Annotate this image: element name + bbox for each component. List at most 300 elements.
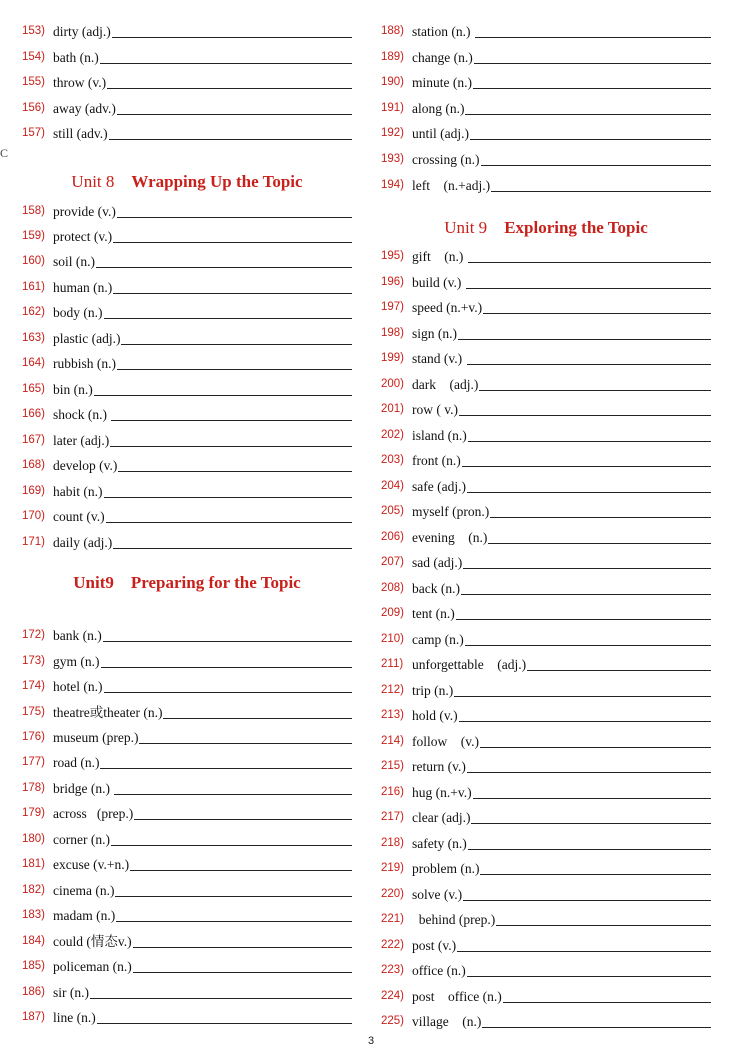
- vocab-item: [381, 781, 711, 801]
- item-word: clear (adj.): [412, 810, 471, 825]
- vocab-item: [22, 46, 352, 66]
- item-number: 222): [381, 939, 405, 951]
- item-number: 204): [381, 480, 405, 492]
- item-number: 157): [22, 127, 46, 139]
- margin-mark: C: [0, 146, 9, 160]
- item-word: excuse (v.+n.): [53, 857, 130, 872]
- answer-line[interactable]: [471, 822, 711, 824]
- vocab-item: [381, 883, 711, 903]
- item-word: office (n.): [412, 963, 466, 978]
- answer-line[interactable]: [470, 138, 711, 140]
- item-word: build (v.): [412, 275, 465, 290]
- item-number: 173): [22, 655, 46, 667]
- item-word: dirty (adj.): [53, 24, 111, 39]
- item-word: stand (v.): [412, 351, 466, 366]
- item-word: plastic (adj.): [53, 331, 121, 346]
- unit-label: Unit9: [73, 573, 114, 592]
- item-word: safe (adj.): [412, 479, 466, 494]
- vocab-item: [22, 20, 352, 40]
- item-number: 159): [22, 230, 46, 242]
- vocab-item: [22, 726, 352, 746]
- vocab-item: [22, 624, 352, 644]
- answer-line[interactable]: [113, 241, 352, 243]
- vocab-item: [22, 675, 352, 695]
- answer-line[interactable]: [479, 389, 711, 391]
- item-word: later (adj.): [53, 433, 110, 448]
- item-word: hotel (n.): [53, 679, 103, 694]
- vocab-item: [381, 832, 711, 852]
- item-number: 202): [381, 429, 405, 441]
- item-word: madam (n.): [53, 908, 116, 923]
- item-number: 193): [381, 153, 405, 165]
- vocab-item: [22, 879, 352, 899]
- item-number: 208): [381, 582, 405, 594]
- item-number: 225): [381, 1015, 405, 1027]
- item-number: 183): [22, 909, 46, 921]
- vocab-item: [381, 1010, 711, 1030]
- vocab-item: [381, 526, 711, 546]
- item-number: 160): [22, 255, 46, 267]
- item-number: 163): [22, 332, 46, 344]
- item-number: 166): [22, 408, 46, 420]
- vocab-item: [22, 250, 352, 270]
- answer-line[interactable]: [116, 920, 352, 922]
- answer-line[interactable]: [106, 521, 352, 523]
- answer-line[interactable]: [113, 292, 352, 294]
- vocab-item: [22, 802, 352, 822]
- item-number: 217): [381, 811, 405, 823]
- item-number: 168): [22, 459, 46, 471]
- vocab-item: [381, 174, 711, 194]
- item-word: provide (v.): [53, 204, 116, 219]
- vocab-item: [381, 959, 711, 979]
- item-number: 209): [381, 607, 405, 619]
- vocab-item: [22, 751, 352, 771]
- answer-line[interactable]: [115, 895, 352, 897]
- vocab-item: [22, 981, 352, 1001]
- item-word: return (v.): [412, 759, 466, 774]
- answer-line[interactable]: [467, 771, 711, 773]
- vocab-item: [381, 296, 711, 316]
- item-number: 176): [22, 731, 46, 743]
- answer-line[interactable]: [503, 1001, 711, 1003]
- unit-label: Unit 9: [444, 218, 488, 237]
- item-word: gift (n.): [412, 249, 467, 264]
- item-word: change (n.): [412, 50, 473, 65]
- item-word: follow (v.): [412, 734, 479, 749]
- vocab-item: [22, 904, 352, 924]
- item-number: 167): [22, 434, 46, 446]
- answer-line[interactable]: [111, 419, 352, 421]
- item-word: speed (n.+v.): [412, 300, 483, 315]
- item-word: trip (n.): [412, 683, 454, 698]
- answer-line[interactable]: [481, 164, 712, 166]
- item-word: bin (n.): [53, 382, 93, 397]
- vocab-item: [381, 398, 711, 418]
- answer-line[interactable]: [462, 465, 711, 467]
- item-number: 213): [381, 709, 405, 721]
- answer-line[interactable]: [459, 414, 711, 416]
- answer-line[interactable]: [111, 844, 352, 846]
- item-number: 169): [22, 485, 46, 497]
- vocab-item: [381, 71, 711, 91]
- answer-line[interactable]: [113, 547, 352, 549]
- item-word: left (n.+adj.): [412, 178, 491, 193]
- vocab-item: [381, 20, 711, 40]
- item-word: shock (n.): [53, 407, 111, 422]
- item-number: 161): [22, 281, 46, 293]
- item-word: body (n.): [53, 305, 103, 320]
- answer-line[interactable]: [461, 593, 711, 595]
- answer-line[interactable]: [117, 216, 352, 218]
- answer-line[interactable]: [468, 440, 711, 442]
- answer-line[interactable]: [466, 287, 711, 289]
- answer-line[interactable]: [467, 975, 711, 977]
- item-number: 212): [381, 684, 405, 696]
- answer-line[interactable]: [94, 394, 352, 396]
- vocab-item: [381, 245, 711, 265]
- item-word: problem (n.): [412, 861, 480, 876]
- answer-line[interactable]: [456, 618, 711, 620]
- unit-label: Unit 8: [71, 172, 115, 191]
- item-word: sad (adj.): [412, 555, 463, 570]
- vocab-item: [381, 271, 711, 291]
- vocab-item: [22, 429, 352, 449]
- vocab-item: [22, 327, 352, 347]
- item-number: 165): [22, 383, 46, 395]
- item-word: along (n.): [412, 101, 465, 116]
- item-word: dark (adj.): [412, 377, 479, 392]
- answer-line[interactable]: [104, 317, 353, 319]
- item-number: 215): [381, 760, 405, 772]
- item-number: 191): [381, 102, 405, 114]
- item-number: 206): [381, 531, 405, 543]
- item-word: until (adj.): [412, 126, 469, 141]
- vocab-item: [22, 1006, 352, 1026]
- item-word: post office (n.): [412, 989, 502, 1004]
- answer-line[interactable]: [467, 491, 711, 493]
- answer-line[interactable]: [474, 62, 711, 64]
- vocab-item: [22, 97, 352, 117]
- unit-title: Wrapping Up the Topic: [131, 172, 303, 191]
- item-word: solve (v.): [412, 887, 463, 902]
- vocab-item: [22, 505, 352, 525]
- vocab-item: [22, 454, 352, 474]
- item-number: 158): [22, 205, 46, 217]
- item-number: 180): [22, 833, 46, 845]
- unit-heading: [22, 573, 352, 593]
- answer-line[interactable]: [114, 793, 352, 795]
- vocab-item: [22, 225, 352, 245]
- item-word: bath (n.): [53, 50, 99, 65]
- vocab-item: [381, 148, 711, 168]
- vocab-item: [381, 577, 711, 597]
- answer-line[interactable]: [90, 997, 352, 999]
- item-number: 221): [381, 913, 405, 925]
- item-word: bank (n.): [53, 628, 102, 643]
- item-number: 187): [22, 1011, 46, 1023]
- vocab-item: [22, 301, 352, 321]
- item-word: cinema (n.): [53, 883, 115, 898]
- vocab-item: [381, 122, 711, 142]
- vocab-item: [22, 71, 352, 91]
- vocab-item: [22, 955, 352, 975]
- vocab-item: [381, 730, 711, 750]
- item-number: 219): [381, 862, 405, 874]
- item-number: 186): [22, 986, 46, 998]
- answer-line[interactable]: [468, 261, 711, 263]
- item-word: still (adv.): [53, 126, 108, 141]
- vocab-item: [22, 480, 352, 500]
- answer-line[interactable]: [468, 848, 711, 850]
- item-number: 164): [22, 357, 46, 369]
- item-word: road (n.): [53, 755, 100, 770]
- item-number: 205): [381, 505, 405, 517]
- answer-line[interactable]: [121, 343, 352, 345]
- item-word: line (n.): [53, 1010, 96, 1025]
- unit-heading: [381, 218, 711, 238]
- answer-line[interactable]: [463, 567, 711, 569]
- answer-line[interactable]: [103, 640, 352, 642]
- item-number: 200): [381, 378, 405, 390]
- answer-line[interactable]: [480, 873, 711, 875]
- answer-line[interactable]: [480, 746, 711, 748]
- item-number: 190): [381, 76, 405, 88]
- item-word: soil (n.): [53, 254, 95, 269]
- answer-line[interactable]: [527, 669, 711, 671]
- item-word: island (n.): [412, 428, 467, 443]
- vocab-item: [22, 378, 352, 398]
- item-word: post (v.): [412, 938, 457, 953]
- item-word: corner (n.): [53, 832, 110, 847]
- vocab-item: [381, 347, 711, 367]
- answer-line[interactable]: [473, 797, 711, 799]
- item-word: sign (n.): [412, 326, 457, 341]
- answer-line[interactable]: [97, 1022, 352, 1024]
- vocab-item: [22, 531, 352, 551]
- vocab-item: [381, 551, 711, 571]
- answer-line[interactable]: [490, 516, 711, 518]
- item-number: 211): [381, 658, 404, 670]
- vocab-item: [381, 755, 711, 775]
- vocab-item: [381, 628, 711, 648]
- vocab-item: [381, 908, 711, 928]
- unit-title: Exploring the Topic: [504, 218, 648, 237]
- answer-line[interactable]: [112, 36, 352, 38]
- item-word: myself (pron.): [412, 504, 490, 519]
- vocab-item: [381, 449, 711, 469]
- vocab-item: [381, 857, 711, 877]
- item-number: 181): [22, 858, 46, 870]
- item-word: sir (n.): [53, 985, 89, 1000]
- vocab-item: [381, 97, 711, 117]
- item-number: 196): [381, 276, 405, 288]
- item-word: camp (n.): [412, 632, 464, 647]
- answer-line[interactable]: [467, 363, 712, 365]
- answer-line[interactable]: [104, 496, 353, 498]
- answer-line[interactable]: [133, 971, 352, 973]
- item-number: 185): [22, 960, 46, 972]
- item-number: 214): [381, 735, 405, 747]
- vocab-item: [22, 853, 352, 873]
- item-word: minute (n.): [412, 75, 472, 90]
- answer-line[interactable]: [482, 1026, 711, 1028]
- answer-line[interactable]: [475, 36, 711, 38]
- item-word: theatre或theater (n.): [53, 705, 163, 720]
- item-number: 195): [381, 250, 405, 262]
- item-number: 192): [381, 127, 405, 139]
- vocab-item: [381, 322, 711, 342]
- item-number: 171): [22, 536, 46, 548]
- item-word: policeman (n.): [53, 959, 132, 974]
- item-word: throw (v.): [53, 75, 107, 90]
- answer-line[interactable]: [101, 666, 353, 668]
- item-number: 194): [381, 179, 405, 191]
- item-number: 199): [381, 352, 405, 364]
- vocab-item: [381, 424, 711, 444]
- vocab-item: [381, 934, 711, 954]
- item-number: 155): [22, 76, 46, 88]
- answer-line[interactable]: [117, 113, 352, 115]
- vocab-item: [381, 653, 711, 673]
- item-word: human (n.): [53, 280, 113, 295]
- answer-line[interactable]: [117, 368, 352, 370]
- item-word: habit (n.): [53, 484, 103, 499]
- answer-line[interactable]: [463, 899, 711, 901]
- item-number: 154): [22, 51, 46, 63]
- vocab-item: [22, 828, 352, 848]
- item-number: 198): [381, 327, 405, 339]
- item-number: 224): [381, 990, 405, 1002]
- item-number: 170): [22, 510, 46, 522]
- vocab-item: [381, 806, 711, 826]
- item-word: row ( v.): [412, 402, 458, 417]
- item-word: count (v.): [53, 509, 105, 524]
- vocab-item: [22, 403, 352, 423]
- item-word: front (n.): [412, 453, 461, 468]
- item-number: 153): [22, 25, 46, 37]
- answer-line[interactable]: [107, 87, 352, 89]
- answer-line[interactable]: [496, 924, 711, 926]
- item-number: 174): [22, 680, 46, 692]
- answer-line[interactable]: [163, 717, 352, 719]
- answer-line[interactable]: [473, 87, 711, 89]
- item-number: 197): [381, 301, 405, 313]
- vocab-item: [22, 650, 352, 670]
- item-number: 210): [381, 633, 405, 645]
- item-number: 178): [22, 782, 46, 794]
- answer-line[interactable]: [100, 62, 352, 64]
- item-number: 179): [22, 807, 46, 819]
- answer-line[interactable]: [109, 138, 352, 140]
- vocab-item: [22, 701, 352, 721]
- vocab-item: [22, 122, 352, 142]
- item-word: station (n.): [412, 24, 474, 39]
- item-number: 172): [22, 629, 46, 641]
- item-number: 188): [381, 25, 405, 37]
- answer-line[interactable]: [465, 644, 711, 646]
- answer-line[interactable]: [130, 869, 352, 871]
- answer-line[interactable]: [110, 445, 352, 447]
- item-number: 220): [381, 888, 405, 900]
- item-word: could (情态v.): [53, 934, 132, 949]
- item-number: 177): [22, 756, 46, 768]
- item-number: 201): [381, 403, 405, 415]
- answer-line[interactable]: [96, 266, 352, 268]
- answer-line[interactable]: [104, 691, 353, 693]
- vocab-item: [381, 679, 711, 699]
- answer-line[interactable]: [458, 338, 711, 340]
- vocab-item: [22, 930, 352, 950]
- item-number: 223): [381, 964, 405, 976]
- answer-line[interactable]: [457, 950, 711, 952]
- answer-line[interactable]: [139, 742, 352, 744]
- item-word: village (n.): [412, 1014, 482, 1029]
- vocab-item: [22, 200, 352, 220]
- answer-line[interactable]: [133, 946, 352, 948]
- vocab-item: [381, 46, 711, 66]
- item-word: behind (prep.): [412, 912, 496, 927]
- vocab-item: [381, 373, 711, 393]
- unit-heading: [22, 172, 352, 192]
- item-word: evening (n.): [412, 530, 488, 545]
- item-number: 182): [22, 884, 46, 896]
- answer-line[interactable]: [491, 190, 711, 192]
- answer-line[interactable]: [134, 818, 352, 820]
- item-number: 203): [381, 454, 405, 466]
- vocab-item: [381, 475, 711, 495]
- vocab-item: [22, 276, 352, 296]
- answer-line[interactable]: [118, 470, 352, 472]
- unit-title: Preparing for the Topic: [130, 573, 301, 592]
- item-number: 156): [22, 102, 46, 114]
- item-word: tent (n.): [412, 606, 455, 621]
- item-word: crossing (n.): [412, 152, 480, 167]
- item-number: 218): [381, 837, 405, 849]
- vocab-item: [22, 777, 352, 797]
- answer-line[interactable]: [465, 113, 711, 115]
- item-word: hug (n.+v.): [412, 785, 472, 800]
- item-word: daily (adj.): [53, 535, 113, 550]
- vocab-item: [22, 352, 352, 372]
- vocab-item: [381, 500, 711, 520]
- item-number: 162): [22, 306, 46, 318]
- item-word: unforgettable (adj.): [412, 657, 527, 672]
- item-word: rubbish (n.): [53, 356, 116, 371]
- answer-line[interactable]: [488, 542, 711, 544]
- item-word: gym (n.): [53, 654, 100, 669]
- item-word: across (prep.): [53, 806, 134, 821]
- answer-line[interactable]: [459, 720, 711, 722]
- answer-line[interactable]: [454, 695, 711, 697]
- item-number: 184): [22, 935, 46, 947]
- item-word: develop (v.): [53, 458, 118, 473]
- vocab-item: [381, 704, 711, 724]
- page-number: 3: [368, 1035, 375, 1047]
- item-word: museum (prep.): [53, 730, 139, 745]
- item-word: back (n.): [412, 581, 460, 596]
- item-number: 175): [22, 706, 46, 718]
- answer-line[interactable]: [483, 312, 711, 314]
- vocab-item: [381, 985, 711, 1005]
- vocab-item: [381, 602, 711, 622]
- item-number: 216): [381, 786, 405, 798]
- item-word: safety (n.): [412, 836, 467, 851]
- item-word: away (adv.): [53, 101, 116, 116]
- item-word: hold (v.): [412, 708, 458, 723]
- answer-line[interactable]: [100, 767, 352, 769]
- item-word: bridge (n.): [53, 781, 114, 796]
